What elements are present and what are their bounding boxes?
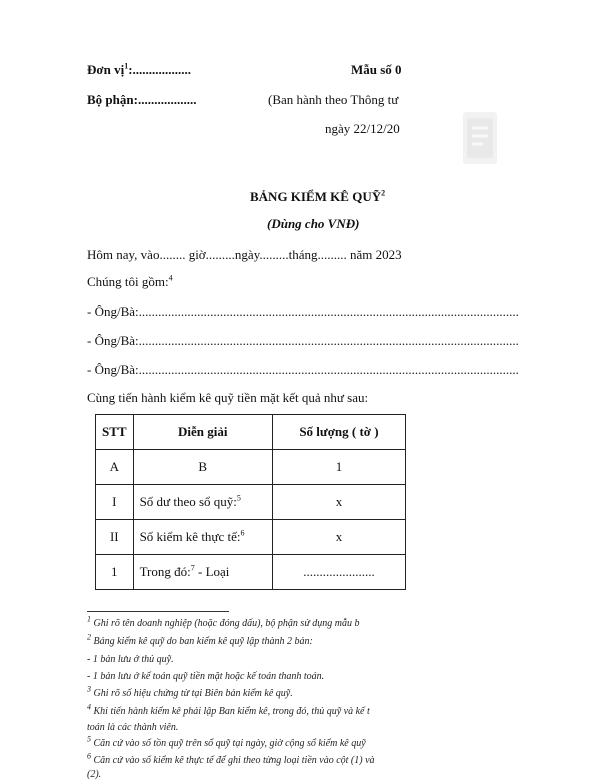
document-subtitle: (Dùng cho VNĐ): [267, 216, 360, 231]
ong-ba-row-2: - Ông/Bà:.....................................................................................................................: [87, 333, 519, 348]
cell-dien-giai-tail: - Loại: [194, 564, 230, 579]
header-dien-giai: Diễn giải: [133, 415, 272, 450]
cell-dien-giai-text: Số kiểm kê thực tế:: [139, 529, 241, 544]
cell-stt: A: [96, 450, 134, 485]
footnote-ref: 6: [87, 751, 91, 761]
footnote-ref: 3: [87, 684, 91, 694]
kiem-ke-table: [95, 414, 406, 590]
footnote-3: [87, 684, 293, 699]
table-row: [96, 485, 406, 520]
don-vi-footnote-ref: 1: [124, 61, 129, 71]
footnote-text: (2).: [87, 769, 102, 780]
watermark-logo-icon: [463, 112, 497, 164]
table-row: [96, 520, 406, 555]
cell-stt: 1: [96, 555, 134, 590]
footnote-6a: [87, 769, 101, 780]
footnote-2b: [87, 671, 324, 682]
cell-stt: I: [96, 485, 134, 520]
cell-dien-giai-text: Số dư theo sổ quỹ:: [139, 494, 237, 509]
cell-footnote-ref: 7: [190, 563, 195, 573]
footnote-2: [87, 632, 313, 647]
cung-tien-hanh-line: Cùng tiến hành kiểm kê quỹ tiền mặt kết quả như sau:: [87, 390, 369, 405]
cell-dien-giai: B: [133, 450, 272, 485]
cell-dien-giai: [133, 485, 272, 520]
footnote-ref: 1: [87, 614, 91, 624]
cell-footnote-ref: 5: [236, 493, 241, 503]
cell-footnote-ref: 6: [240, 528, 245, 538]
table-row: [96, 555, 406, 590]
don-vi-dots: :..................: [128, 62, 192, 77]
watermark: [463, 112, 503, 382]
header-so-luong: Số lượng ( tờ ): [272, 415, 405, 450]
document-title-text: BẢNG KIỂM KÊ QUỸ: [250, 189, 382, 204]
ong-ba-row-1: - Ông/Bà:.....................................................................................................................: [87, 304, 519, 319]
footnote-text: Căn cứ vào số tồn quỹ trên sổ quỹ tại ngày, giờ cộng sổ kiểm kê quỹ: [91, 738, 366, 749]
cell-dien-giai-text: Trong đó:: [139, 564, 191, 579]
footnote-text: - 1 bản lưu ở kế toán quỹ tiền mặt hoặc kế toán thanh toán.: [87, 671, 325, 682]
cell-so-luong: x: [272, 520, 405, 555]
cell-so-luong: 1: [272, 450, 405, 485]
footnote-text: Bảng kiểm kê quỹ do ban kiểm kê quỹ lập thành 2 bản:: [91, 636, 313, 647]
cell-dien-giai: [133, 520, 272, 555]
ban-hanh: (Ban hành theo Thông tư: [268, 92, 399, 107]
mau-so: Mẫu số 0: [351, 62, 402, 77]
footnote-text: toán là các thành viên.: [87, 722, 179, 733]
table-header-row: [96, 415, 406, 450]
footnote-text: Khi tiến hành kiểm kê phải lập Ban kiểm kê, trong đó, thủ quỹ và kế t: [91, 706, 370, 717]
cell-dien-giai: [133, 555, 272, 590]
footnote-6: [87, 751, 375, 766]
watermark-logo-svg: [463, 112, 497, 164]
ong-ba-row-3: - Ông/Bà:.....................................................................................................................: [87, 362, 519, 377]
footnote-text: Căn cứ vào số kiểm kê thực tế để ghi theo từng loại tiền vào cột (1) và: [91, 755, 375, 766]
table-row: [96, 450, 406, 485]
footnote-2a: [87, 654, 174, 665]
cell-stt: II: [96, 520, 134, 555]
header-stt: STT: [96, 415, 134, 450]
footnote-4a: [87, 722, 178, 733]
footnote-4: [87, 702, 370, 717]
footnote-ref: 5: [87, 734, 91, 744]
hom-nay-line: Hôm nay, vào........ giờ.........ngày.........tháng......... năm 2023: [87, 247, 402, 262]
don-vi-label: Đơn vị: [87, 62, 125, 77]
footnote-text: - 1 bản lưu ở thủ quỹ.: [87, 654, 174, 665]
footnote-5: [87, 734, 366, 749]
bo-phan-line: Bộ phận:..................: [87, 92, 197, 107]
footnote-text: Ghi rõ tên doanh nghiệp (hoặc đóng dấu), bộ phận sử dụng mẫu b: [91, 618, 360, 629]
footnotes-clip: [0, 612, 410, 783]
footnote-ref: 2: [87, 632, 91, 642]
cell-so-luong: x: [272, 485, 405, 520]
footnote-text: Ghi rõ số hiệu chứng từ tại Biên bản kiểm kê quỹ.: [91, 688, 293, 699]
footnote-ref: 4: [87, 702, 91, 712]
ngay-ban-hanh: ngày 22/12/20: [325, 121, 400, 136]
chung-toi-text: Chúng tôi gồm:: [87, 274, 169, 289]
chung-toi-footnote-ref: 4: [168, 273, 173, 283]
cell-so-luong: ......................: [272, 555, 405, 590]
footnote-1: [87, 614, 360, 629]
document-title-footnote-ref: 2: [381, 188, 386, 198]
